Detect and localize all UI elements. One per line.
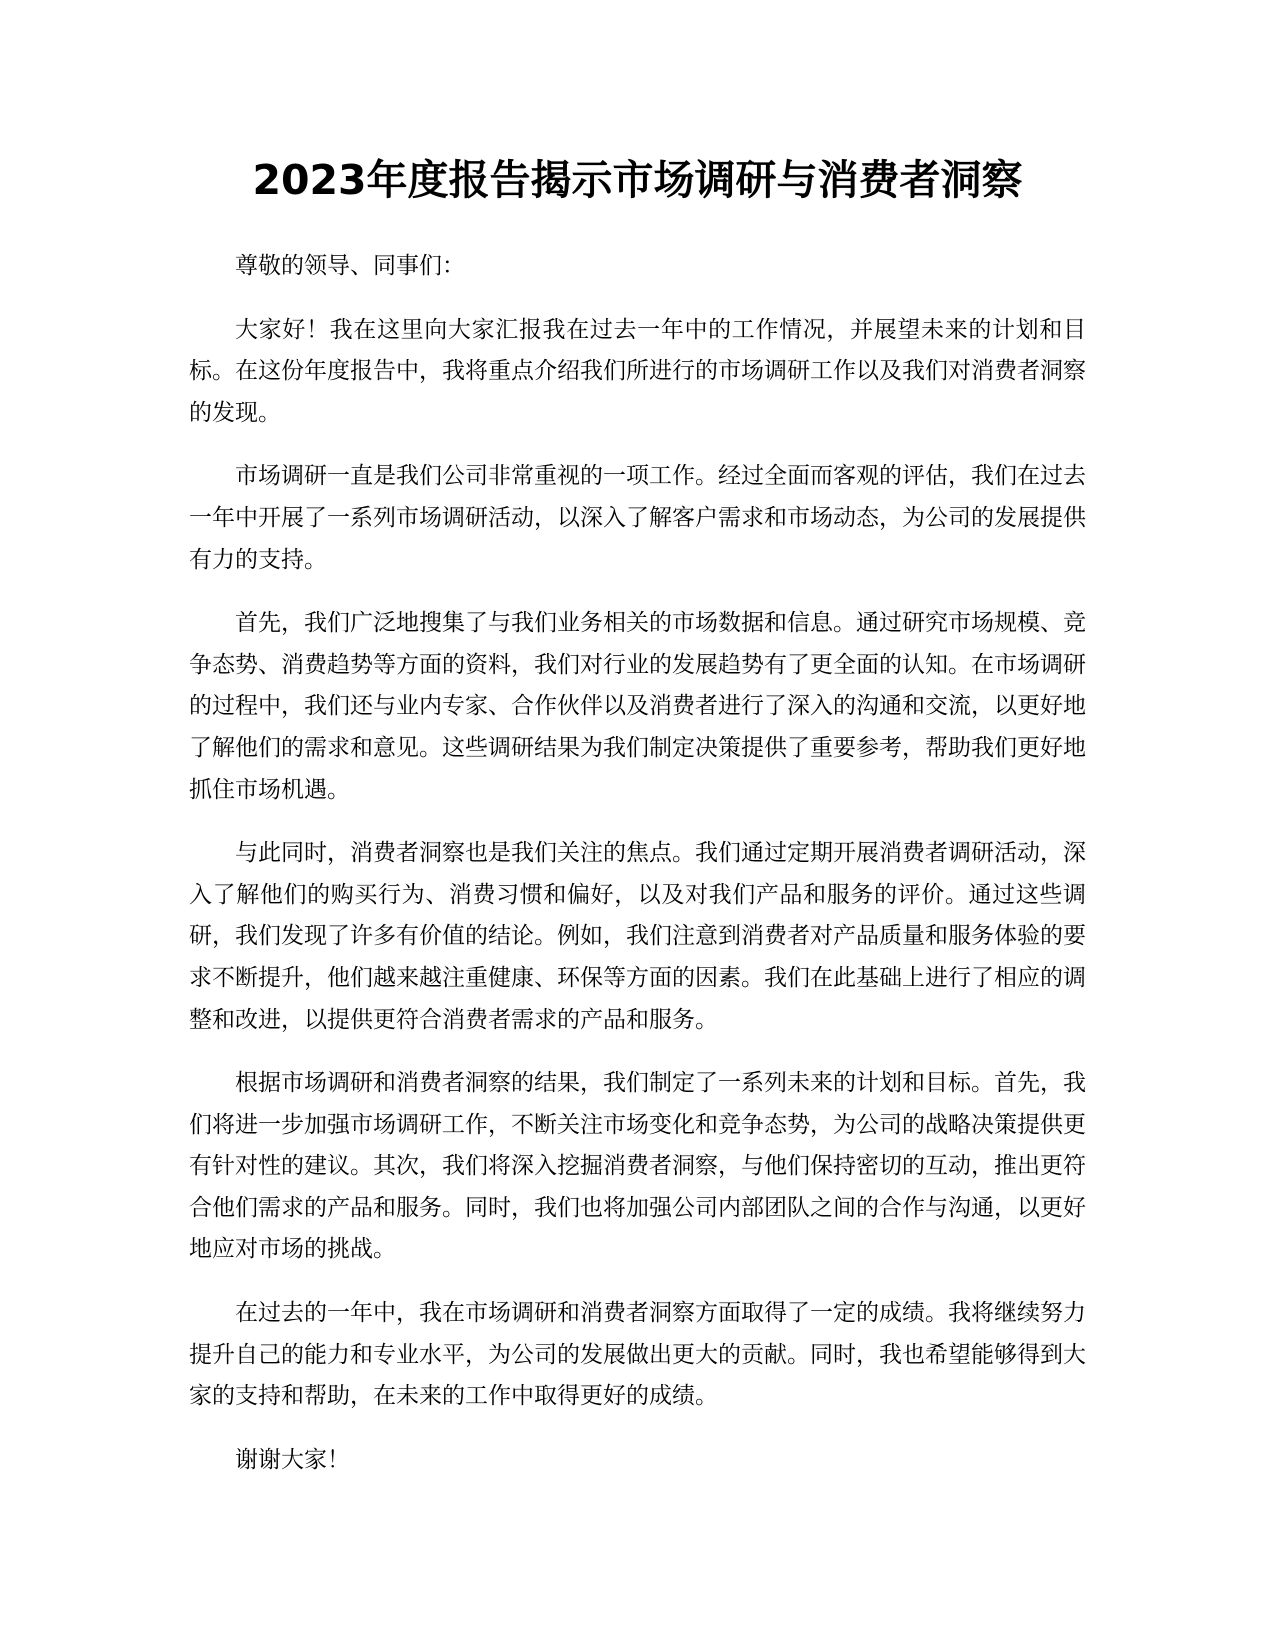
body-paragraph: 根据市场调研和消费者洞察的结果，我们制定了一系列未来的计划和目标。首先，我们将进一步加强市场调研工作，不断关注市场变化和竞争态势，为公司的战略决策提供更有针对性的建议。其次，我们将深入挖掘消费者洞察，与他们保持密切的互动，推出更符合他们需求的产品和服务。同时，我们也将加强公司内部团队之间的合作与沟通，以更好地应对市场的挑战。	[189, 1070, 1086, 1263]
body-paragraph: 首先，我们广泛地搜集了与我们业务相关的市场数据和信息。通过研究市场规模、竞争态势、消费趋势等方面的资料，我们对行业的发展趋势有了更全面的认知。在市场调研的过程中，我们还与业内专家、合作伙伴以及消费者进行了深入的沟通和交流，以更好地了解他们的需求和意见。这些调研结果为我们制定决策提供了重要参考，帮助我们更好地抓住市场机遇。	[189, 610, 1086, 803]
body-paragraph: 在过去的一年中，我在市场调研和消费者洞察方面取得了一定的成绩。我将继续努力提升自己的能力和专业水平，为公司的发展做出更大的贡献。同时，我也希望能够得到大家的支持和帮助，在未来的工作中取得更好的成绩。	[189, 1300, 1086, 1410]
body-paragraph: 大家好！我在这里向大家汇报我在过去一年中的工作情况，并展望未来的计划和目标。在这份年度报告中，我将重点介绍我们所进行的市场调研工作以及我们对消费者洞察的发现。	[189, 316, 1086, 426]
body-paragraph: 与此同时，消费者洞察也是我们关注的焦点。我们通过定期开展消费者调研活动，深入了解他们的购买行为、消费习惯和偏好，以及对我们产品和服务的评价。通过这些调研，我们发现了许多有价值的结论。例如，我们注意到消费者对产品质量和服务体验的要求不断提升，他们越来越注重健康、环保等方面的因素。我们在此基础上进行了相应的调整和改进，以提供更符合消费者需求的产品和服务。	[189, 840, 1086, 1033]
document-title: 2023年度报告揭示市场调研与消费者洞察	[252, 156, 1023, 204]
document-body	[189, 246, 1086, 1503]
salutation-paragraph: 尊敬的领导、同事们：	[235, 253, 465, 279]
closing-paragraph: 谢谢大家！	[235, 1446, 350, 1473]
body-paragraph: 市场调研一直是我们公司非常重视的一项工作。经过全面而客观的评估，我们在过去一年中开展了一系列市场调研活动，以深入了解客户需求和市场动态，为公司的发展提供有力的支持。	[189, 463, 1086, 573]
